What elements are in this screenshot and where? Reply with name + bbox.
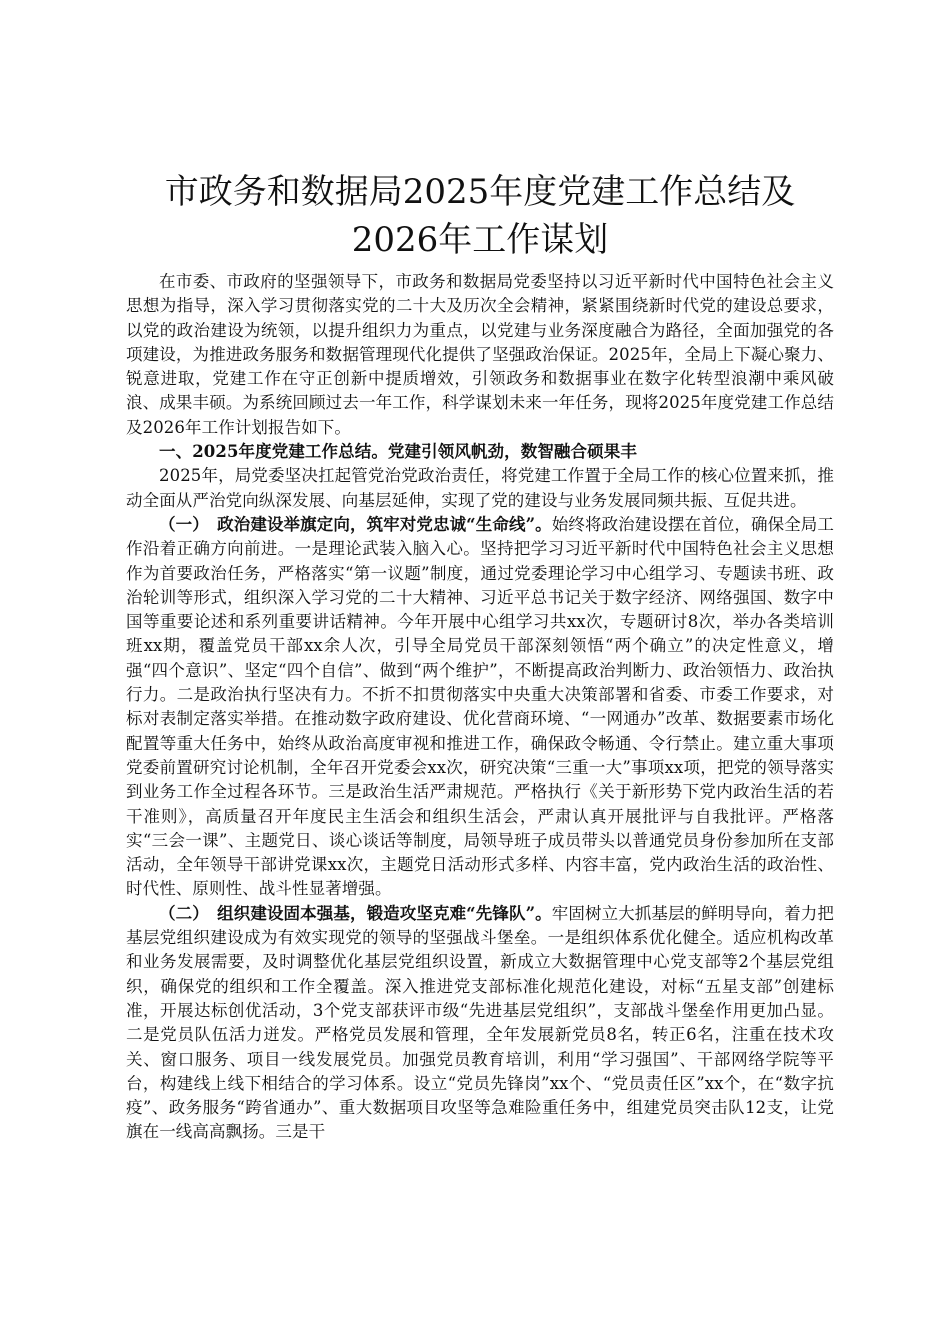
document-page [126,168,834,1145]
subsection-2-heading: （二） 组织建设固本强基，锻造攻坚克难“先锋队”。 [159,903,552,923]
document-title [126,168,834,264]
subsection-1-paragraph [126,513,834,902]
subsection-2-body: 牢固树立大抓基层的鲜明导向，着力把基层党组织建设成为有效实现党的领导的坚强战斗堡垒。一是组织体系优化健全。适应机构改革和业务发展需要，及时调整优化基层党组织设置，新成立大数据管理中心党支部等2个基层党组织，确保党的组织和工作全覆盖。深入推进党支部标准化规范化建设，对标“五星支部”创建标准，开展达标创优活动，3个党支部获评市级“先进基层党组织”，支部战斗堡垒作用更加凸显。二是党员队伍活力迸发。严格党员发展和管理，全年发展新党员8名，转正6名，注重在技术攻关、窗口服务、项目一线发展党员。加强党员教育培训，利用“学习强国”、干部网络学院等平台，构建线上线下相结合的学习体系。设立“党员先锋岗”xx个、“党员责任区”xx个，在“数字抗疫”、政务服务“跨省通办”、重大数据项目攻坚等急难险重任务中，组建党员突击队12支，让党旗在一线高高飘扬。三是干 [126,903,835,1142]
section-1-intro-paragraph: 2025年，局党委坚决扛起管党治党政治责任，将党建工作置于全局工作的核心位置来抓，推动全面从严治党向纵深发展、向基层延伸，实现了党的建设与业务发展同频共振、互促共进。 [126,466,834,510]
title-line-2: 2026年工作谋划 [351,220,609,260]
intro-paragraph: 在市委、市政府的坚强领导下，市政务和数据局党委坚持以习近平新时代中国特色社会主义思想为指导，深入学习贯彻落实党的二十大及历次全会精神，紧紧围绕新时代党的建设总要求，以党的政治建设为统领，以提升组织力为重点，以党建与业务深度融合为路径，全面加强党的各项建设，为推进政务服务和数据管理现代化提供了坚强政治保证。2025年，全局上下凝心聚力、锐意进取，党建工作在守正创新中提质增效，引领政务和数据事业在数字化转型浪潮中乘风破浪、成果丰硕。为系统回顾过去一年工作，科学谋划未来一年任务，现将2025年度党建工作总结及2026年工作计划报告如下。 [126,272,834,437]
section-1-heading: 一、2025年度党建工作总结。党建引领风帆劲，数智融合硕果丰 [159,442,637,462]
title-line-1: 市政务和数据局2025年度党建工作总结及 [164,172,796,212]
subsection-1-heading: （一） 政治建设举旗定向，筑牢对党忠诚“生命线”。 [159,514,552,534]
subsection-2-paragraph [126,902,834,1145]
subsection-1-body: 始终将政治建设摆在首位，确保全局工作沿着正确方向前进。一是理论武装入脑入心。坚持把学习习近平新时代中国特色社会主义思想作为首要政治任务，严格落实“第一议题”制度，通过党委理论学习中心组学习、专题读书班、政治轮训等形式，组织深入学习党的二十大精神、习近平总书记关于数字经济、网络强国、数字中国等重要论述和系列重要讲话精神。今年开展中心组学习共xx次，专题研讨8次，举办各类培训班xx期，覆盖党员干部xx余人次，引导全局党员干部深刻领悟“两个确立”的决定性意义，增强“四个意识”、坚定“四个自信”、做到“两个维护”，不断提高政治判断力、政治领悟力、政治执行力。二是政治执行坚决有力。不折不扣贯彻落实中央重大决策部署和省委、市委工作要求，对标对表制定落实举措。在推动数字政府建设、优化营商环境、“一网通办”改革、数据要素市场化配置等重大任务中，始终从政治高度审视和推进工作，确保政令畅通、令行禁止。建立重大事项党委前置研究讨论机制，全年召开党委会xx次，研究决策“三重一大”事项xx项，把党的领导落实到业务工作全过程各环节。三是政治生活严肃规范。严格执行《关于新形势下党内政治生活的若干准则》，高质量召开年度民主生活会和组织生活会，严肃认真开展批评与自我批评。严格落实“三会一课”、主题党日、谈心谈话等制度，局领导班子成员带头以普通党员身份参加所在支部活动，全年领导干部讲党课xx次，主题党日活动形式多样、内容丰富，党内政治生活的政治性、时代性、原则性、战斗性显著增强。 [126,514,835,899]
